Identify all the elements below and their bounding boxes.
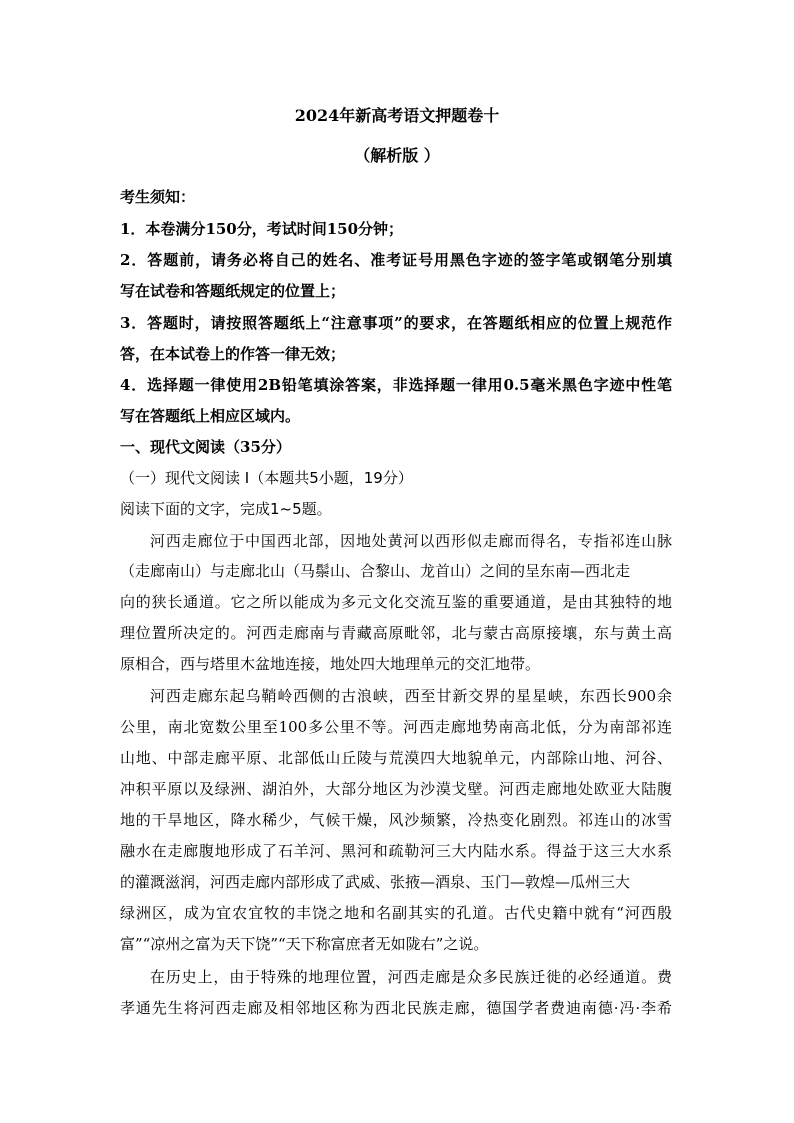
paragraph-line: 山地、中部走廊平原、北部低山丘陵与荒漠四大地貌单元，内部除山地、河谷、 — [120, 749, 672, 767]
reading-instruction: 阅读下面的文字，完成1~5题。 — [120, 500, 332, 518]
paragraph-line: 冲积平原以及绿洲、湖泊外，大部分地区为沙漠戈壁。河西走廊地处欧亚大陆腹 — [120, 780, 672, 798]
notice-line: 答，在本试卷上的作答一律无效； — [120, 345, 346, 363]
notice-line: 4．选择题一律使用2B铅笔填涂答案，非选择题一律用0.5毫米黑色字迹中性笔 — [120, 376, 672, 394]
paragraph-line: 原相合，西与塔里木盆地连接，地处四大地理单元的交汇地带。 — [120, 655, 541, 673]
notice-line: 写在试卷和答题纸规定的位置上； — [120, 282, 346, 300]
subsection-heading: （一）现代文阅读 I（本题共5小题，19分） — [120, 469, 413, 487]
paragraph-line: 孝通先生将河西走廊及相邻地区称为西北民族走廊，德国学者费迪南德·冯·李希 — [120, 999, 672, 1017]
paragraph-line: 地的干旱地区，降水稀少，气候干燥，风沙频繁，冷热变化剧烈。祁连山的冰雪 — [120, 811, 672, 829]
notice-heading: 考生须知： — [120, 188, 196, 206]
paragraph-line: （走廊南山）与走廊北山（马鬃山、合黎山、龙首山）之间的呈东南—西北走 — [120, 562, 631, 580]
notice-line: 写在答题纸上相应区域内。 — [120, 407, 301, 425]
section-heading: 一、现代文阅读（35分） — [120, 438, 291, 456]
paragraph-line: 河西走廊东起乌鞘岭西侧的古浪峡，西至甘新交界的星星峡，东西长900余 — [150, 687, 672, 705]
paragraph-line: 公里，南北宽数公里至100多公里不等。河西走廊地势南高北低，分为南部祁连 — [120, 718, 672, 736]
paragraph-line: 的灌溉滋润，河西走廊内部形成了武威、张掖—酒泉、玉门—敦煌—瓜州三大 — [120, 873, 631, 891]
notice-line: 2．答题前，请务必将自己的姓名、准考证号用黑色字迹的签字笔或钢笔分别填 — [120, 251, 672, 269]
document-title: 2024年新高考语文押题卷十 — [294, 106, 500, 125]
paragraph-line: 在历史上，由于特殊的地理位置，河西走廊是众多民族迁徙的必经通道。费 — [150, 968, 672, 986]
paragraph-line: 向的狭长通道。它之所以能成为多元文化交流互鉴的重要通道，是由其独特的地 — [120, 593, 672, 611]
paragraph-line: 融水在走廊腹地形成了石羊河、黑河和疏勒河三大内陆水系。得益于这三大水系 — [120, 842, 672, 860]
paragraph-line: 绿洲区，成为宜农宜牧的丰饶之地和名副其实的孔道。古代史籍中就有“河西殷 — [120, 904, 672, 922]
notice-line: 1．本卷满分150分，考试时间150分钟； — [120, 220, 404, 238]
paragraph-line: 富”“凉州之富为天下饶”“天下称富庶者无如陇右”之说。 — [120, 935, 489, 953]
notice-line: 3．答题时，请按照答题纸上“注意事项”的要求，在答题纸相应的位置上规范作 — [120, 314, 672, 332]
paragraph-line: 理位置所决定的。河西走廊南与青藏高原毗邻，北与蒙古高原接壤，东与黄土高 — [120, 624, 672, 642]
document-subtitle: （解析版 ） — [354, 146, 440, 165]
paragraph-line: 河西走廊位于中国西北部，因地处黄河以西形似走廊而得名，专指祁连山脉 — [150, 532, 672, 550]
